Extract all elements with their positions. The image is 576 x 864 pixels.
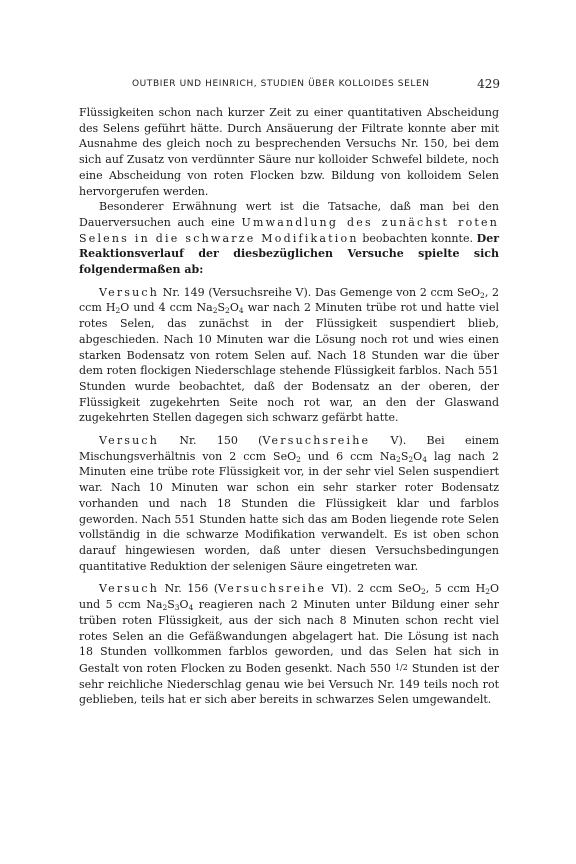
p4-text-a: Nr. 150 ( xyxy=(179,434,263,448)
paragraph-2 xyxy=(79,199,499,278)
p3-text-c: O und 4 ccm Na xyxy=(120,301,213,315)
p5-text-g: reagieren nach 2 Minuten unter Bildung einer sehr trüben roten Flüssigkeit, aus der sich nach 8 Minuten schon recht viel rotes Selen an die Gefäßwandungen abgelagert hat. Die Lösung ist nach 18 Stunden vollkommen farblos geworden, und das Selen hat sich in Gestalt von roten Flocken zu Boden gesenkt. Nach 550 xyxy=(79,598,499,675)
p5-text-i: Stunden ist der sehr reichliche Niederschlag genau wie bei Versuch Nr. 149 teils noch rot geblieben, teils hat er sich aber bereits in schwarzes Selen umgewandelt. xyxy=(79,661,499,707)
p5-series-spaced: Versuchsreihe xyxy=(218,582,326,596)
versuch-label: Versuch xyxy=(99,582,160,596)
p5-text-e: S xyxy=(167,598,175,612)
p5-text-c: , 5 ccm H xyxy=(425,582,486,596)
subscript: 2 xyxy=(162,603,168,613)
p3-text-f: war nach 2 Minuten trübe rot und hatte viel rotes Selen, das zunächst in der Flüssigkeit suspendiert blieb, abgeschieden. Nach 10 Minuten war die Lösung noch rot und wies einen starken Bodensatz von rotem Selen auf. Nach 18 Stunden war die über dem roten flockigen Niederschlage stehende Flüssigkeit farblos. Nach 551 Stunden wurde beobachtet, daß der Bodensatz an der oberen, der Flüssigkeit zugekehrten Seite noch rot war, an den der Glaswand zugekehrten Stellen dagegen sich schwarz gefärbt hatte. xyxy=(79,301,500,425)
p2-text-a: Besonderer Erwähnung wert ist die Tatsache, daß man bei den Dauerversuchen auch eine xyxy=(79,200,499,229)
subscript: 4 xyxy=(188,603,194,613)
subscript: 3 xyxy=(174,603,180,613)
subscript: 2 xyxy=(396,454,401,464)
p2-spaced-emphasis: Umwandlung des zunächst roten Selens in die schwarze Modifikation xyxy=(79,215,500,245)
subscript: 2 xyxy=(408,454,414,464)
subscript: 4 xyxy=(422,454,427,464)
body-text xyxy=(79,105,499,708)
p4-series-spaced: Versuchsreihe xyxy=(262,434,371,448)
subscript: 2 xyxy=(212,306,218,316)
p3-text-e: O xyxy=(229,301,239,315)
p4-text-e: O xyxy=(413,449,423,463)
page-header xyxy=(132,77,500,91)
subscript: 2 xyxy=(296,454,301,464)
p4-text-d: S xyxy=(400,449,409,463)
running-title: OUTBIER UND HEINRICH, STUDIEN ÜBER KOLLOIDES SELEN xyxy=(132,79,430,89)
paragraph-versuch-156 xyxy=(79,581,499,708)
p3-text-d: S xyxy=(217,301,226,315)
p4-text-f: lag nach 2 Minuten eine trübe rote Flüssigkeit vor, in der sehr viel Selen suspendiert war. Nach 10 Minuten war schon ein sehr starker roter Bodensatz vorhanden und nach 18 Stunden die Flüssigkeit klar und farblos geworden. Nach 551 Stunden hatte sich das am Boden liegende rote Selen vollständig in die schwarze Modifikation verwandelt. Es ist oben schon darauf hingewiesen worden, daß unter diesen Versuchsbedingungen quantitative Reduktion der selenigen Säure eingetreten war. xyxy=(79,449,499,573)
subscript: 4 xyxy=(238,306,244,316)
versuch-label: Versuch xyxy=(99,434,160,448)
page-number: 429 xyxy=(477,77,500,91)
p5-text-f: O xyxy=(179,598,189,612)
subscript: 2 xyxy=(480,290,485,300)
subscript: 2 xyxy=(420,587,426,597)
subscript: 2 xyxy=(485,587,490,597)
p4-text-c: und 6 ccm Na xyxy=(300,449,397,463)
p5-text-a: Nr. 156 ( xyxy=(164,582,219,596)
subscript: 2 xyxy=(225,306,230,316)
subscript: 2 xyxy=(115,306,121,316)
p3-text-b: , 2 ccm H xyxy=(79,285,499,315)
p2-text-c: beobachten konnte. xyxy=(362,231,473,245)
p2-bold-text: Der Reaktionsverlauf der diesbezüglichen Versuche spielte sich folgendermaßen ab: xyxy=(79,231,499,277)
paragraph-1: Flüssigkeiten schon nach kurzer Zeit zu einer quantitativen Abscheidung des Selens geführt hätte. Durch Ansäuerung der Filtrate konnte aber mit Ausnahme des gleich noch zu besprechenden Versuchs Nr. 150, bei dem sich auf Zusatz von verdünnter Säure nur kolloider Schwefel bildete, noch eine Abscheidung von roten Flocken bzw. Bildung von kolloidem Selen hervorgerufen werden. xyxy=(79,106,499,198)
paragraph-versuch-149 xyxy=(79,285,499,426)
p5-text-d: O und 5 ccm Na xyxy=(79,582,499,612)
p3-text-a: Nr. 149 (Versuchsreihe V). Das Gemenge von 2 ccm SeO xyxy=(162,285,481,299)
fraction: 1/2 xyxy=(394,662,408,672)
p4-text-b: V). Bei einem Mischungsverhältnis von 2 ccm SeO xyxy=(79,434,500,463)
paragraph-versuch-150 xyxy=(79,433,499,574)
p5-text-b: VI). 2 ccm SeO xyxy=(325,582,421,596)
versuch-label: Versuch xyxy=(99,285,160,299)
